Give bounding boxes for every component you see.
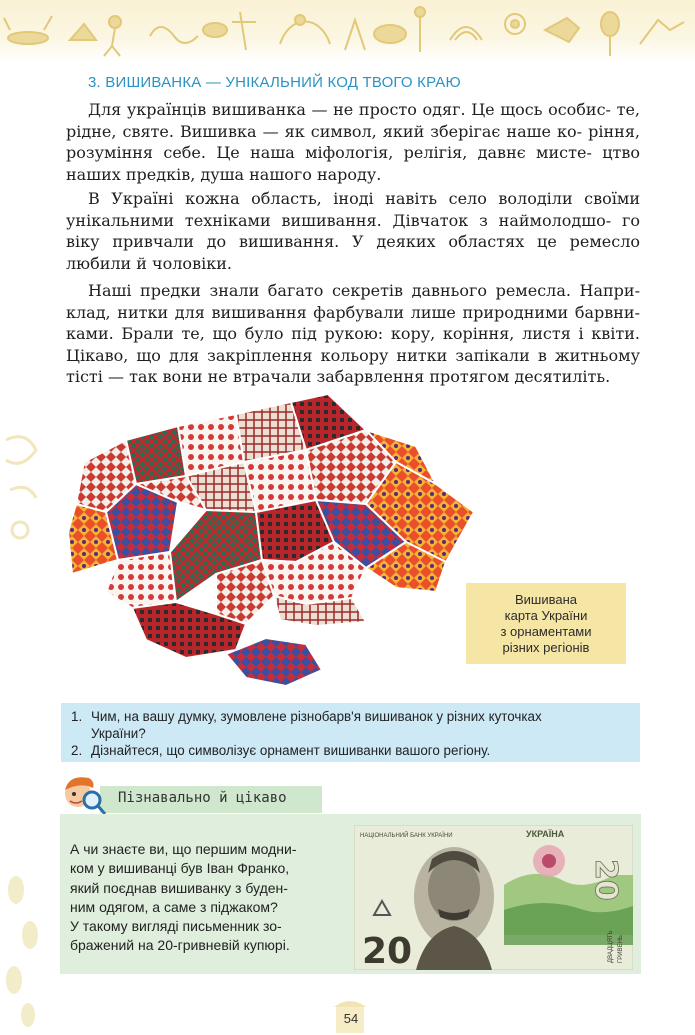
20-hryvnia-banknote: [354, 825, 633, 970]
paragraph-1: Для українців вишиванка — не просто одяг. Це щось особис- те, рідне, святе. Вишивка — як символ, який зберігає наше ко- ріння, розуміння себе. Це наша міфологія, релігія, давнє мисте- цтво наших предків, душа нашого народу.: [66, 100, 641, 184]
embroidered-map-of-ukraine: [66, 392, 480, 688]
paragraph-2: В Україні кожна область, іноді навіть село володіли своїми унікальними техніками вишивання. Дівчаток з наймолодшо- го віку привчали до вишивання. У деяких областях це ремесло любили й чоловіки.: [66, 189, 640, 273]
fact-text: А чи знаєте ви, що першим модни- ком у вишиванці був Іван Франко, який поєднав вишиванку з буден- ним одягом, а саме з піджаком? У такому вигляді письменник зо- бражений на 20-гривневій купюрі.: [70, 841, 297, 954]
map-caption: Вишивана карта України з орнаментами різних регіонів: [466, 583, 626, 664]
petroglyph-ornament: [0, 0, 695, 62]
bank-name: НАЦІОНАЛЬНИЙ БАНК УКРАЇНИ: [360, 833, 453, 839]
question-2: 2. Дізнайтеся, що символізує орнамент вишиванки вашого регіону.: [71, 743, 491, 758]
interesting-title: Пізнавально й цікаво: [118, 790, 287, 806]
question-1: 1. Чим, на вашу думку, зумовлене різнобарв'я вишиванок у різних куточках України?: [71, 709, 542, 741]
fact-box: [60, 814, 641, 974]
paragraph-3: Наші предки знали багато секретів давнього ремесла. Напри- клад, нитки для вишивання фарбували лише природними барвни- ками. Брали те, що було під рукою: кору, коріння, листя і квіти. Цікаво, що для закріплення кольору нитки запікали в житньому тісті — так вони не втрачали забарвлення протягом десятиліть.: [66, 281, 640, 387]
denomination-vertical: 20: [588, 859, 623, 901]
country-name: УКРАЇНА: [526, 829, 565, 839]
header-decoration: [0, 0, 695, 62]
page-number: 54: [343, 1011, 359, 1026]
denomination-large: 20: [362, 931, 413, 970]
side-footprints: [0, 860, 60, 1030]
boy-with-magnifier-icon: [58, 770, 108, 818]
interesting-banner: [100, 786, 322, 813]
denomination-text-1: ДВАДЦЯТЬ: [608, 930, 614, 963]
questions-box: [61, 703, 640, 762]
denomination-text-2: ГРИВЕНЬ: [618, 935, 624, 963]
side-ornament-top: [0, 420, 60, 570]
section-title: 3. ВИШИВАНКА — УНІКАЛЬНИЙ КОД ТВОГО КРАЮ: [88, 74, 461, 91]
